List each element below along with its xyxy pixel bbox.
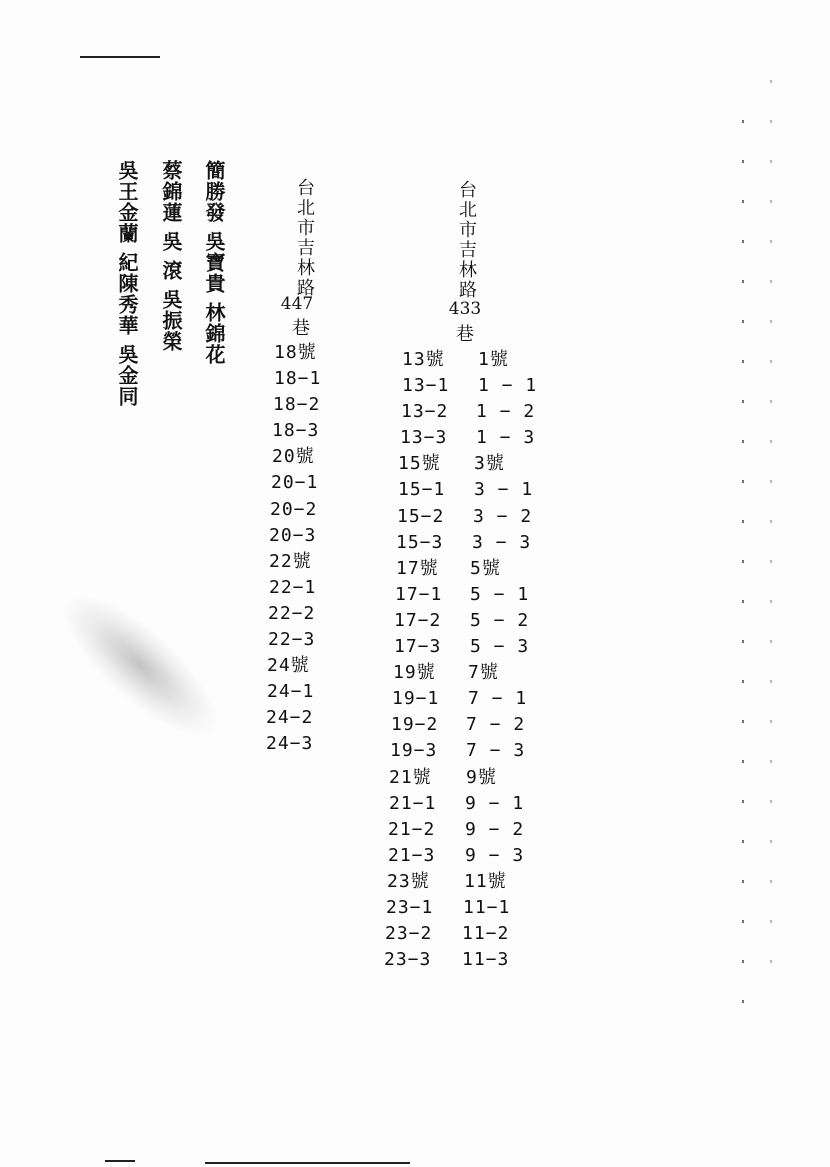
list-item: 15號 (398, 453, 441, 475)
right-edge-specks (742, 120, 744, 1020)
names-column-1: 簡勝發 吳寶貴 林錦花 (202, 160, 226, 365)
list-item: 5號 (470, 557, 501, 579)
list-item: 1號 (478, 349, 509, 370)
list-item: 11−1 (463, 896, 511, 918)
list-item: 1 − 2 (476, 401, 536, 423)
scan-smudge (42, 572, 237, 758)
list-item: 3 − 1 (474, 479, 534, 501)
list-item: 21−1 (389, 792, 437, 814)
list-item: 13號 (402, 349, 445, 370)
list-item: 17−2 (394, 609, 442, 631)
list-item: 22−3 (268, 629, 316, 651)
list-item: 9 − 1 (465, 792, 525, 814)
list-item: 15−1 (398, 479, 446, 501)
list-item: 7 − 2 (466, 714, 526, 736)
lane433-lane-word: 巷 (456, 324, 474, 345)
list-item: 20−3 (269, 524, 317, 546)
list-item: 18號 (274, 342, 317, 363)
list-item: 13−3 (400, 427, 448, 449)
list-item: 24號 (267, 655, 310, 677)
list-item: 18−2 (273, 394, 321, 416)
list-item: 15−2 (397, 505, 445, 527)
list-item: 11−3 (462, 949, 510, 971)
top-scan-line (80, 56, 160, 58)
list-item: 17−3 (394, 636, 442, 658)
list-item: 18−1 (274, 368, 322, 390)
names-block (108, 160, 233, 460)
list-item: 19−2 (391, 714, 439, 736)
lane447-list (266, 340, 321, 758)
lane447-street: 台北市吉林路 (294, 178, 315, 298)
list-item: 24−2 (266, 707, 314, 729)
list-item: 22−2 (268, 602, 316, 624)
list-item: 5 − 3 (470, 636, 530, 658)
list-item: 20−2 (270, 498, 318, 520)
list-item: 9號 (466, 766, 497, 788)
list-item: 24−1 (267, 681, 315, 703)
names-column-2: 蔡錦蓮 吳 滾 吳振榮 (159, 160, 183, 352)
list-item: 23號 (387, 870, 430, 892)
right-edge-specks-2 (770, 80, 772, 980)
list-item: 19−1 (392, 688, 440, 710)
lane433-right-list (460, 347, 537, 973)
list-item: 5 − 2 (470, 609, 530, 631)
list-item: 1 − 1 (478, 375, 538, 397)
list-item: 23−2 (385, 923, 433, 945)
list-item: 18−3 (272, 420, 320, 442)
list-item: 3號 (474, 453, 505, 475)
lane447-lane-word: 巷 (292, 318, 310, 339)
list-item: 20號 (272, 446, 315, 468)
list-item: 23−3 (384, 949, 432, 971)
list-item: 3 − 2 (473, 505, 533, 527)
list-item: 21−3 (388, 844, 436, 866)
list-item: 7 − 1 (468, 688, 528, 710)
list-item: 9 − 3 (465, 844, 525, 866)
list-item: 7 − 3 (466, 740, 526, 762)
list-item: 19號 (393, 662, 436, 684)
lane433-number: 433 (448, 299, 482, 319)
list-item: 17號 (396, 557, 439, 579)
list-item: 13−1 (402, 375, 450, 397)
list-item: 23−1 (386, 896, 434, 918)
list-item: 22號 (269, 550, 312, 572)
lane433-left-list (384, 347, 449, 973)
list-item: 1 − 3 (476, 427, 536, 449)
list-item: 22−1 (269, 576, 317, 598)
list-item: 5 − 1 (470, 583, 530, 605)
names-column-3: 吳王金蘭 紀陳秀華 吳金同 (115, 160, 139, 407)
list-item: 17−1 (395, 583, 443, 605)
list-item: 13−2 (401, 401, 449, 423)
bottom-scan-line-right (205, 1162, 410, 1164)
list-item: 11−2 (462, 923, 510, 945)
list-item: 9 − 2 (465, 818, 525, 840)
list-item: 21號 (389, 766, 432, 788)
list-item: 3 − 3 (472, 531, 532, 553)
list-item: 21−2 (388, 818, 436, 840)
lane447-number: 447 (280, 294, 314, 314)
list-item: 15−3 (396, 531, 444, 553)
list-item: 20−1 (271, 472, 319, 494)
bottom-scan-line-left (105, 1160, 135, 1162)
list-item: 7號 (468, 662, 499, 684)
list-item: 19−3 (390, 740, 438, 762)
list-item: 24−3 (266, 733, 314, 755)
lane433-street: 台北市吉林路 (456, 180, 477, 300)
list-item: 11號 (464, 870, 507, 892)
